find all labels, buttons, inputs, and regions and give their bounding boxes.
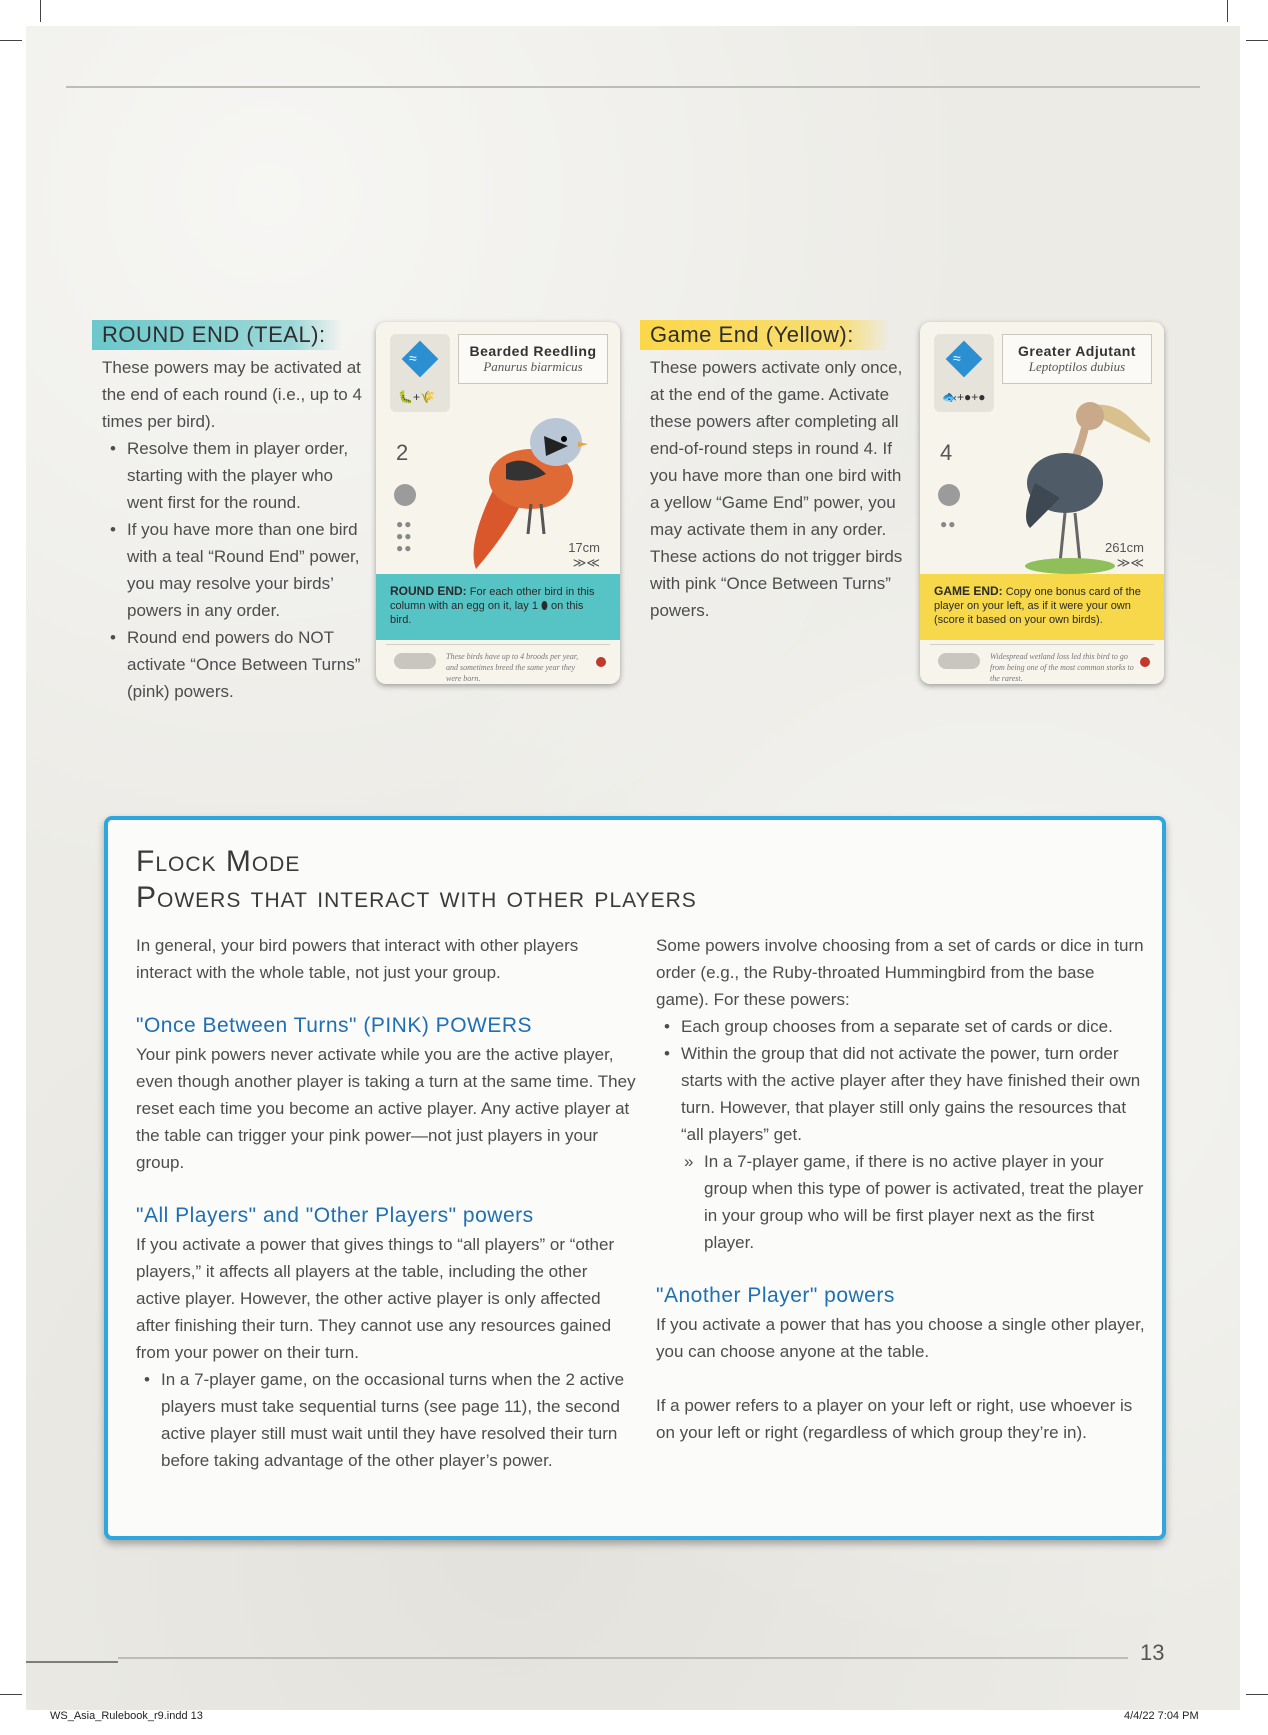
bird-name: Bearded Reedling [469, 343, 597, 359]
choose-bullets [656, 1013, 1146, 1148]
flock-title-line2: Powers that interact with other players [136, 881, 697, 914]
list-item: • Within the group that did not activate the power, turn order starts with the active player after they have finished their own turn. However, that player still only gains the resources that “all players” get. [656, 1040, 1146, 1148]
world-map-icon [394, 653, 436, 669]
power-label: GAME END: [934, 584, 1003, 598]
bird-latin-name: Panurus biarmicus [483, 359, 583, 374]
flock-right-column [656, 932, 1146, 1446]
slug-date: 4/4/22 7:04 PM [1124, 1710, 1199, 1722]
crop-mark [1246, 40, 1268, 41]
round-end-text [102, 354, 362, 705]
top-rule [66, 86, 1200, 88]
list-item: • In a 7-player game, on the occasional turns when the 2 active players must take sequential turns (see page 11), the second active player still must wait until they have resolved their turn before taking advantage of the other player’s power. [136, 1366, 636, 1474]
bird-power [920, 574, 1164, 640]
wingspan-value: 261cm [1104, 540, 1144, 555]
flavor-text: These birds have up to 4 broods per year, and sometimes breed the same year they were born. [446, 652, 579, 683]
pink-powers-heading: "Once Between Turns" (PINK) POWERS [136, 1014, 533, 1037]
choose-sub-bullets [656, 1148, 1146, 1256]
another-player-text-1: If you activate a power that has you choose a single other player, you can choose anyone at the table. [656, 1315, 1145, 1361]
bottom-rule-dark [26, 1661, 118, 1663]
another-player-text-2: If a power refers to a player on your left or right, use whoever is on your left or right (regardless of which group they’re in). [656, 1396, 1133, 1442]
flock-intro: In general, your bird powers that interact with other players interact with the whole table, not just your group. [136, 936, 579, 982]
bird-card-bearded-reedling [376, 322, 620, 684]
power-text: For each other bird in this column with an egg on it, lay 1 ⬮ on this bird. [390, 586, 595, 626]
choose-text: Some powers involve choosing from a set of cards or dice in turn order (e.g., the Ruby-throated Hummingbird from the base game). For these powers: [656, 936, 1144, 1009]
bird-power [376, 574, 620, 640]
egg-capacity-icon: ●● ●● ●● [396, 517, 413, 555]
all-players-text: If you activate a power that gives things to “all players” or “other players,” it affects all players at the table, including the other active player. However, the other active player is only affected after finishing their turn. They cannot use any resources gained from your power on their turn. [136, 1235, 615, 1362]
wingspan [568, 540, 600, 571]
game-end-heading: Game End (Yellow): [640, 320, 890, 350]
crop-mark [1227, 0, 1228, 22]
bird-name: Greater Adjutant [1018, 343, 1136, 359]
nest-icon [938, 484, 960, 506]
nest-icon [394, 484, 416, 506]
world-map-icon [938, 653, 980, 669]
expansion-badge-icon [1140, 657, 1150, 667]
flock-left-column [136, 932, 636, 1474]
crop-mark [1246, 1694, 1268, 1695]
flock-mode-box [104, 816, 1166, 1540]
wingspan [1105, 540, 1144, 571]
page-number: 13 [1140, 1640, 1165, 1665]
crop-mark [0, 40, 22, 41]
game-end-paragraph: These powers activate only once, at the end of the game. Activate these powers after completing all end-of-round steps in round 4. If you have more than one bird with a yellow “Game End” power, you may activate them in any order. These actions do not trigger birds with pink “Once Between Turns” powers. [650, 358, 903, 620]
bird-points: 4 [940, 440, 953, 465]
pink-powers-text: Your pink powers never activate while you are the active player, even though another player is taking a turn at the same time. They reset each time you become an active player. Any active player at the table can trigger your pink power—not just players in your group. [136, 1045, 636, 1172]
slug-file-name: WS_Asia_Rulebook_r9.indd 13 [50, 1710, 203, 1722]
wing-icon: ≫≪ [1116, 555, 1144, 570]
list-item: • If you have more than one bird with a teal “Round End” power, you may resolve your birds’ powers in any order. [102, 516, 362, 624]
list-item: » In a 7-player game, if there is no active player in your group when this type of power is activated, treat the player in your group who will be first player next as the first player. [656, 1148, 1146, 1256]
list-item: • Round end powers do NOT activate “Once Between Turns” (pink) powers. [102, 624, 362, 705]
bird-name-box [458, 334, 608, 384]
list-item: • Each group chooses from a separate set of cards or dice. [656, 1013, 1146, 1040]
flock-title-line1: Flock Mode [136, 845, 301, 878]
flavor-text-box [386, 644, 610, 683]
flock-mode-title [136, 844, 697, 916]
expansion-badge-icon [596, 657, 606, 667]
wetland-icon [946, 341, 983, 378]
wave-glyph: ≈ [409, 350, 417, 366]
flavor-text-box [930, 644, 1154, 683]
egg-capacity-icon: ●● [940, 517, 957, 531]
round-end-bullets [102, 435, 362, 705]
food-cost-icon: 🐟+●+● [942, 390, 986, 404]
all-players-heading: "All Players" and "Other Players" powers [136, 1204, 534, 1227]
game-end-text [650, 354, 910, 624]
power-label: ROUND END: [390, 584, 467, 598]
crop-mark [0, 1694, 22, 1695]
another-player-heading: "Another Player" powers [656, 1284, 895, 1307]
bottom-rule [118, 1657, 1128, 1659]
wing-icon: ≫≪ [572, 555, 600, 570]
round-end-intro: These powers may be activated at the end of each round (i.e., up to 4 times per bird). [102, 358, 362, 431]
wetland-icon [402, 341, 439, 378]
list-item: • Resolve them in player order, starting with the player who went first for the round. [102, 435, 362, 516]
bird-card-greater-adjutant [920, 322, 1164, 684]
bird-points: 2 [396, 440, 409, 465]
wave-glyph: ≈ [953, 350, 961, 366]
bird-name-box [1002, 334, 1152, 384]
bird-latin-name: Leptoptilos dubius [1028, 359, 1126, 374]
flavor-text: Widespread wetland loss led this bird to go from being one of the most common storks to the rarest. [990, 652, 1134, 683]
food-cost-icon: 🐛+🌾 [398, 390, 435, 404]
round-end-heading: ROUND END (TEAL): [92, 320, 342, 350]
crop-mark [40, 0, 41, 22]
wingspan-value: 17cm [568, 540, 600, 555]
power-text: Copy one bonus card of the player on your left, as if it were your own (score it based on your own birds). [934, 586, 1141, 626]
all-players-bullets [136, 1366, 636, 1474]
